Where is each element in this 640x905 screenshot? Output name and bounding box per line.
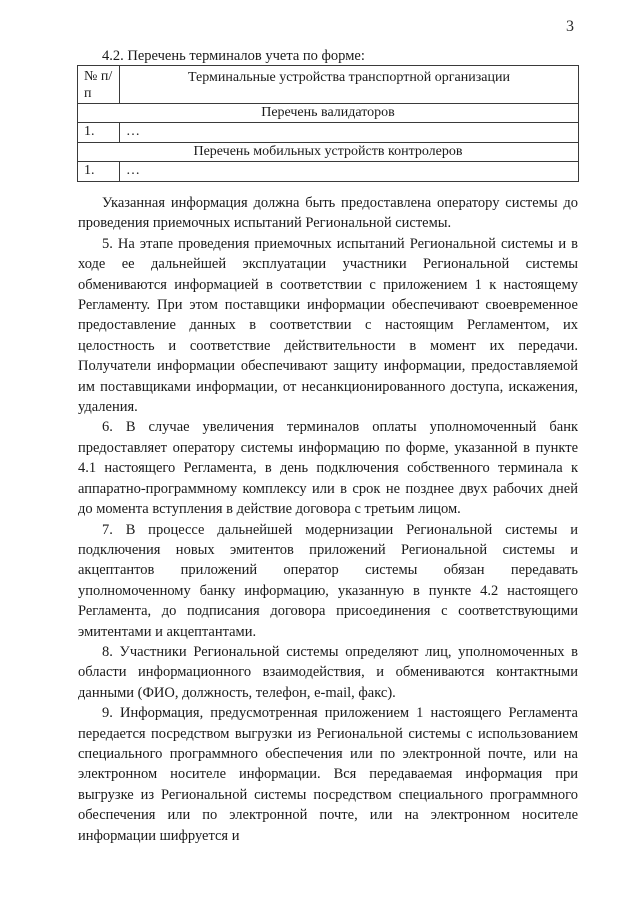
paragraph-6: 6. В случае увеличения терминалов оплаты уполномоченный банк предоставляет оператору системы информацию по форме, указанной в пункте 4.1 настоящего Регламента, в день подключения собственного терминала к аппаратно-программному комплексу или в срок не позднее двух рабочих дней до момента вступления в действие договора с третьим лицом. bbox=[78, 419, 578, 518]
table-row bbox=[78, 123, 579, 143]
table-header-row bbox=[78, 66, 579, 104]
group-title-validators: Перечень валидаторов bbox=[78, 104, 579, 123]
table-group-row-mobile-devices bbox=[78, 143, 579, 162]
row-value-cell: … bbox=[120, 123, 579, 143]
paragraph-8: 8. Участники Региональной системы определяют лиц, уполномоченных в области информационного взаимодействия, и обмениваются контактными данными (ФИО, должность, телефон, e-mail, факс). bbox=[78, 643, 578, 701]
group-title-mobile-devices: Перечень мобильных устройств контролеров bbox=[78, 143, 579, 162]
row-num-cell: 1. bbox=[78, 162, 120, 182]
paragraph-note: Указанная информация должна быть предоставлена оператору системы до проведения приемочных испытаний Региональной системы. bbox=[78, 195, 578, 232]
row-num-cell: 1. bbox=[78, 123, 120, 143]
paragraph-9: 9. Информация, предусмотренная приложением 1 настоящего Регламента передается посредством выгрузки из Региональной системы с использованием специального программного обеспечения или по электронной почте, или на электронном носителе информации. Вся передаваемая информация при выгрузке из Региональной системы посредством специального программного обеспечения или по электронной почте, или на электронном носителе информации шифруется и bbox=[78, 705, 578, 844]
table-row bbox=[78, 162, 579, 182]
header-num-cell: № п/п bbox=[78, 66, 120, 104]
paragraph-7: 7. В процессе дальнейшей модернизации Региональной системы и подключения новых эмитентов приложений Региональной системы и акцептантов приложений оператор системы обязан передавать уполномоченному банку информацию, указанную в пункте 4.2 настоящего Регламента, до подписания договора присоединения с соответствующими эмитентами и акцептантами. bbox=[78, 521, 578, 640]
header-title-cell: Терминальные устройства транспортной организации bbox=[120, 66, 579, 104]
paragraph-5: 5. На этапе проведения приемочных испытаний Региональной системы и в ходе ее дальнейшей эксплуатации участники Региональной системы обмениваются информацией в соответствии с приложением 1 к настоящему Регламенту. При этом поставщики информации обеспечивают своевременное предоставление данных в соответствии с настоящим Регламентом, их целостность и соответствие действительности в момент их передачи. Получатели информации обеспечивают защиту информации, предоставляемой им поставщиками информации, от несанкционированного доступа, искажения, удаления. bbox=[78, 235, 578, 416]
row-value-cell: … bbox=[120, 162, 579, 182]
page-number: 3 bbox=[566, 18, 574, 35]
section-title: 4.2. Перечень терминалов учета по форме: bbox=[102, 48, 365, 64]
table-group-row-validators bbox=[78, 104, 579, 123]
body-text bbox=[78, 193, 578, 846]
terminals-table bbox=[77, 65, 579, 182]
